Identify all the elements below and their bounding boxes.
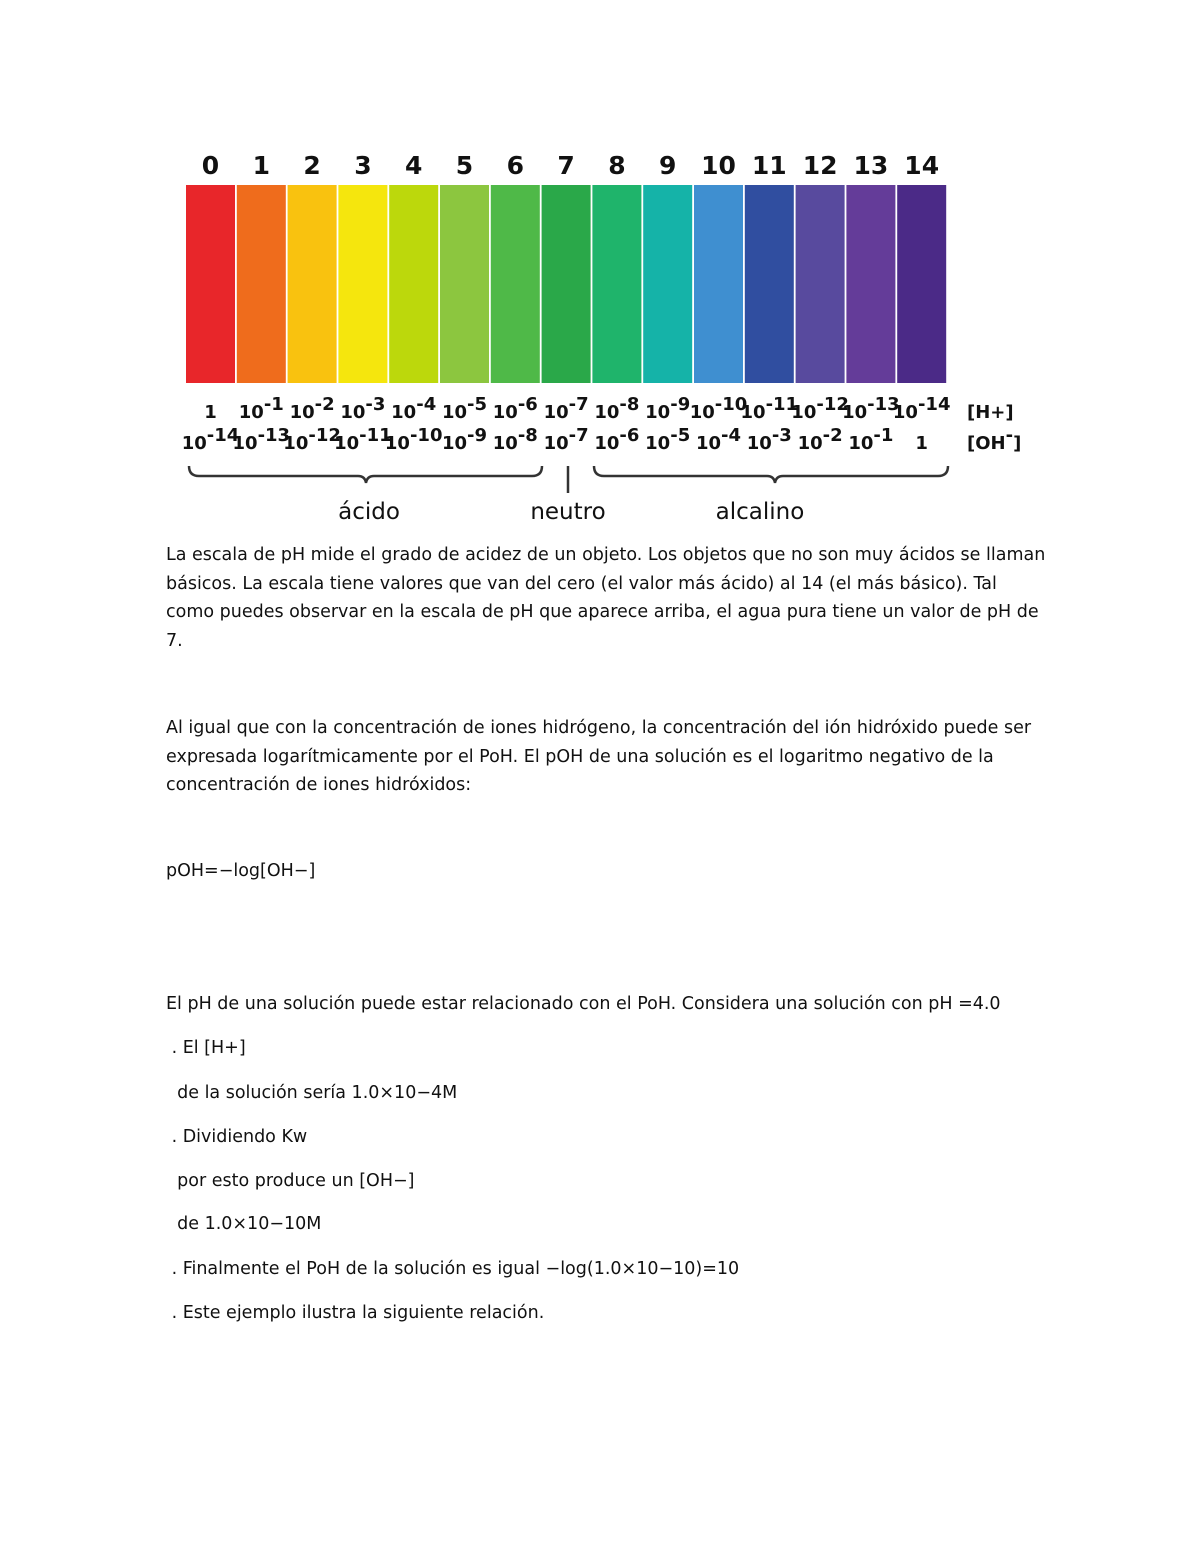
ph-color-bar: [796, 185, 845, 383]
ph-number: 13: [853, 151, 889, 180]
oh-concentration-label: 10-14: [181, 425, 240, 454]
ph-color-bar: [389, 185, 438, 383]
paragraph-ph-scale: [166, 541, 1046, 655]
step-line: . Este ejemplo ilustra la siguiente relación.: [166, 1303, 545, 1323]
h-concentration-label: 10-8: [594, 394, 640, 423]
h-concentration-label: 10-11: [740, 394, 799, 423]
ph-number: 5: [455, 151, 474, 180]
ph-number: 11: [751, 151, 787, 180]
h-concentration-label: 10-9: [645, 394, 691, 423]
h-concentration-label: 10-7: [543, 394, 589, 423]
step-line: . El [H+]: [166, 1038, 246, 1058]
ph-number: 0: [201, 151, 220, 180]
acid-label: ácido: [338, 499, 400, 525]
h-concentration-label: 10-3: [340, 394, 386, 423]
oh-concentration-label: 10-12: [283, 425, 341, 454]
paragraph-example: El pH de una solución puede estar relacionado con el PoH. Considera una solución con pH =4.0: [166, 994, 1001, 1014]
oh-concentration-label: 10-2: [797, 425, 843, 454]
h-concentration-label: 10-10: [689, 394, 748, 423]
ph-color-bar: [592, 185, 641, 383]
poh-formula: pOH=−log[OH−]: [166, 861, 316, 881]
h-row-label: [H+]: [967, 402, 1014, 423]
ph-color-bar: [338, 185, 387, 383]
step-line: de 1.0×10−10M: [166, 1214, 322, 1234]
step-line: . Dividiendo Kw: [166, 1127, 308, 1147]
h-concentration-label: 10-5: [441, 394, 488, 423]
ph-number: 1: [252, 151, 271, 180]
oh-concentration-label: 10-11: [334, 425, 392, 454]
h-concentration-label: 10-14: [892, 394, 951, 423]
oh-concentration-label: 10-10: [384, 425, 443, 454]
h-concentration-label: 10-13: [842, 394, 900, 423]
ph-number: 8: [608, 151, 626, 180]
alkaline-brace: [594, 466, 948, 483]
oh-row-label: [OH-]: [967, 425, 1022, 454]
step-line: de la solución sería 1.0×10−4M: [166, 1083, 458, 1103]
ph-color-bar: [542, 185, 591, 383]
oh-concentration-label: 10-9: [441, 425, 488, 454]
ph-color-bar: [694, 185, 743, 383]
h-concentration-label: 10-12: [791, 394, 849, 423]
ph-color-bar: [237, 185, 286, 383]
oh-concentration-label: 1: [915, 433, 928, 454]
oh-concentration-label: 10-4: [695, 425, 742, 454]
ph-color-bar: [186, 185, 235, 383]
oh-concentration-label: 10-5: [645, 425, 691, 454]
ph-color-bar: [491, 185, 540, 383]
ph-scale-figure: [180, 140, 1040, 535]
h-concentration-label: 10-4: [391, 394, 437, 423]
paragraph-poh-text: Al igual que con la concentración de iones hidrógeno, la concentración del ión hidróxido puede ser expresada logarítmicamente por el PoH. El pOH de una solución es el logaritmo negativo de la concentración de iones hidróxidos:: [166, 718, 1032, 795]
acid-brace: [189, 466, 542, 483]
ph-number: 10: [701, 151, 736, 180]
h-concentration-label: 1: [204, 402, 217, 423]
h-concentration-label: 10-1: [238, 394, 284, 423]
oh-concentration-label: 10-8: [492, 425, 538, 454]
ph-number: 7: [557, 151, 575, 180]
ph-color-bar: [643, 185, 692, 383]
ph-color-bar: [288, 185, 337, 383]
oh-concentration-label: 10-13: [232, 425, 291, 454]
ph-color-bar: [846, 185, 895, 383]
h-concentration-label: 10-2: [289, 394, 335, 423]
ph-number: 4: [404, 151, 423, 180]
ph-color-bar: [745, 185, 794, 383]
oh-concentration-label: 10-7: [543, 425, 589, 454]
oh-concentration-label: 10-6: [594, 425, 640, 454]
neutral-label: neutro: [530, 499, 606, 525]
ph-number: 9: [658, 151, 677, 180]
paragraph-ph-scale-text: La escala de pH mide el grado de acidez de un objeto. Los objetos que no son muy ácidos se llaman básicos. La escala tiene valores que van del cero (el valor más ácido) al 14 (el más básico). Tal como puedes observar en la escala de pH que aparece arriba, el agua pura tiene un valor de pH de 7.: [166, 545, 1046, 651]
step-line: por esto produce un [OH−]: [166, 1171, 415, 1191]
ph-number: 12: [802, 151, 838, 180]
ph-number: 3: [354, 151, 372, 180]
oh-concentration-label: 10-1: [848, 425, 894, 454]
h-concentration-label: 10-6: [492, 394, 538, 423]
step-line: . Finalmente el PoH de la solución es igual −log(1.0×10−10)=10: [166, 1259, 740, 1279]
oh-concentration-label: 10-3: [746, 425, 792, 454]
ph-color-bar: [440, 185, 489, 383]
ph-color-bar: [897, 185, 946, 383]
ph-number: 2: [303, 151, 321, 180]
paragraph-poh: [166, 714, 1046, 800]
ph-number: 14: [904, 151, 940, 180]
ph-number: 6: [506, 151, 525, 180]
alkaline-label: alcalino: [715, 499, 805, 525]
